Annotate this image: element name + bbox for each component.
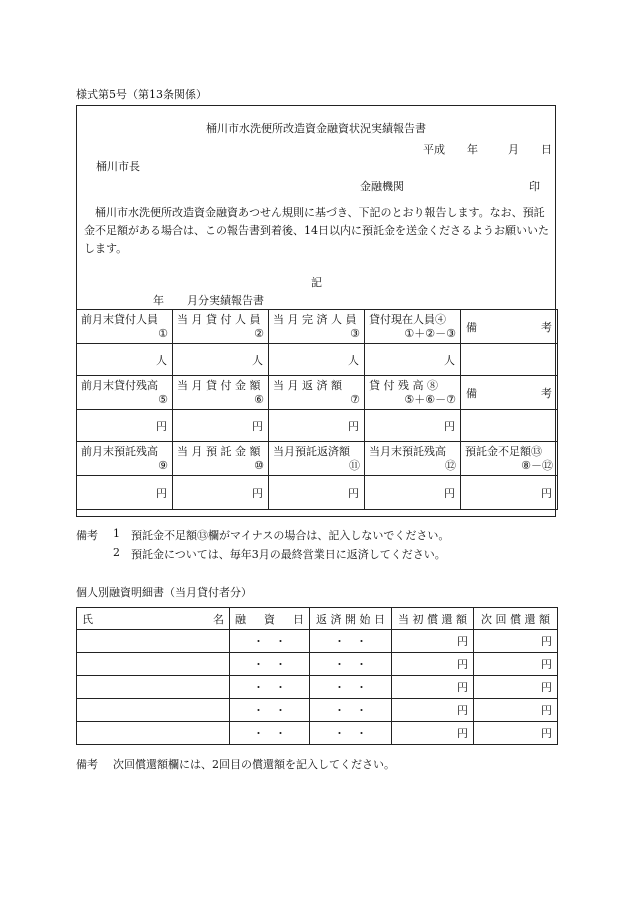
repay-start-cell: ・ ・ — [310, 630, 392, 653]
date-era: 平成 — [423, 143, 445, 156]
value-cell: 円 — [173, 410, 269, 442]
name-column-header: 氏 名 — [77, 608, 230, 630]
header-cell: 前月末貸付人員 ① — [77, 310, 173, 344]
initial-repayment-cell: 円 — [392, 722, 474, 745]
name-cell — [77, 722, 230, 745]
note-2-text: 預託金については、毎年3月の最終営業日に返済してください。 — [131, 548, 446, 561]
summary-value-row-3 — [77, 476, 558, 510]
summary-header-row-3 — [77, 442, 558, 476]
loan-date-cell: ・ ・ — [230, 676, 310, 699]
initial-repayment-column-header: 当 初 償 還 額 — [392, 608, 474, 630]
name-cell — [77, 676, 230, 699]
header-cell: 当月末預託残高 ⑫ — [365, 442, 461, 476]
detail-table — [76, 607, 558, 745]
remarks-header: 備 考 — [461, 376, 558, 410]
initial-repayment-cell: 円 — [392, 630, 474, 653]
report-title: 桶川市水洗便所改造資金融資状況実績報告書 — [206, 122, 426, 135]
date-day: 日 — [541, 143, 552, 156]
initial-repayment-cell: 円 — [392, 699, 474, 722]
initial-repayment-cell: 円 — [392, 676, 474, 699]
value-cell: 円 — [365, 476, 461, 510]
header-cell: 前月末預託残高 ⑨ — [77, 442, 173, 476]
summary-value-row-1 — [77, 344, 558, 376]
next-repayment-cell: 円 — [474, 630, 558, 653]
header-cell: 貸付現在人員④ ①＋②－③ — [365, 310, 461, 344]
detail-title: 個人別融資明細書（当月貸付者分） — [76, 586, 252, 599]
value-cell: 円 — [461, 476, 558, 510]
header-cell: 預託金不足額⑬ ⑧－⑫ — [461, 442, 558, 476]
loan-date-cell: ・ ・ — [230, 653, 310, 676]
repay-start-column-header: 返 済 開 始 日 — [310, 608, 392, 630]
value-cell: 円 — [77, 476, 173, 510]
addressee: 桶川市長 — [96, 160, 140, 173]
name-cell — [77, 699, 230, 722]
note-1-number: 1 — [113, 527, 120, 540]
table-row — [77, 630, 558, 653]
loan-date-column-header: 融 資 日 — [230, 608, 310, 630]
next-repayment-cell: 円 — [474, 699, 558, 722]
summary-header-row-2 — [77, 376, 558, 410]
footer-note-text: 次回償還額欄には、2回目の償還額を記入してください。 — [113, 758, 395, 771]
notes-label: 備考 — [76, 529, 98, 542]
header-cell: 当 月 貸 付 金 額 ⑥ — [173, 376, 269, 410]
summary-header-row-1 — [77, 310, 558, 344]
detail-header-row — [77, 608, 558, 630]
value-cell: 円 — [77, 410, 173, 442]
date-year: 年 — [467, 143, 478, 156]
value-cell: 人 — [365, 344, 461, 376]
header-cell: 当 月 貸 付 人 員 ② — [173, 310, 269, 344]
ki-label: 記 — [311, 276, 322, 289]
value-cell: 円 — [173, 476, 269, 510]
loan-date-cell: ・ ・ — [230, 722, 310, 745]
institution-label: 金融機関 — [360, 180, 404, 193]
header-cell: 貸 付 残 高 ⑧ ⑤＋⑥－⑦ — [365, 376, 461, 410]
table-row — [77, 722, 558, 745]
value-cell: 人 — [173, 344, 269, 376]
header-cell: 前月末貸付残高 ⑤ — [77, 376, 173, 410]
summary-table — [76, 309, 558, 510]
table-row — [77, 676, 558, 699]
loan-date-cell: ・ ・ — [230, 630, 310, 653]
loan-date-cell: ・ ・ — [230, 699, 310, 722]
header-cell: 当月預託返済額 ⑪ — [269, 442, 365, 476]
next-repayment-cell: 円 — [474, 722, 558, 745]
repay-start-cell: ・ ・ — [310, 676, 392, 699]
header-cell: 当 月 返 済 額 ⑦ — [269, 376, 365, 410]
body-text: 桶川市水洗便所改造資金融資あつせん規則に基づき、下記のとおり報告します。なお、預託金不足額がある場合は、この報告書到着後、14日以内に預託金を送金くださるようお願いいたします。 — [84, 206, 549, 255]
remarks-cell — [461, 410, 558, 442]
value-cell: 円 — [269, 410, 365, 442]
value-cell: 人 — [77, 344, 173, 376]
name-cell — [77, 653, 230, 676]
repay-start-cell: ・ ・ — [310, 722, 392, 745]
value-cell: 円 — [365, 410, 461, 442]
repay-start-cell: ・ ・ — [310, 653, 392, 676]
seal-label: 印 — [529, 180, 540, 193]
summary-value-row-2 — [77, 410, 558, 442]
table-row — [77, 699, 558, 722]
footer-note-label: 備考 — [76, 758, 98, 771]
table-row — [77, 653, 558, 676]
next-repayment-column-header: 次 回 償 還 額 — [474, 608, 558, 630]
value-cell: 円 — [269, 476, 365, 510]
note-1-text: 預託金不足額⑬欄がマイナスの場合は、記入しないでください。 — [131, 529, 450, 542]
date-month: 月 — [508, 143, 519, 156]
remarks-header: 備 考 — [461, 310, 558, 344]
value-cell: 人 — [269, 344, 365, 376]
header-cell: 当 月 預 託 金 額 ⑩ — [173, 442, 269, 476]
next-repayment-cell: 円 — [474, 653, 558, 676]
remarks-cell — [461, 344, 558, 376]
header-cell: 当 月 完 済 人 員 ③ — [269, 310, 365, 344]
period-year: 年 — [153, 294, 164, 307]
initial-repayment-cell: 円 — [392, 653, 474, 676]
repay-start-cell: ・ ・ — [310, 699, 392, 722]
period-label: 月分実績報告書 — [187, 294, 264, 307]
next-repayment-cell: 円 — [474, 676, 558, 699]
note-2-number: 2 — [113, 546, 120, 559]
name-cell — [77, 630, 230, 653]
form-number: 様式第5号（第13条関係） — [76, 88, 207, 101]
